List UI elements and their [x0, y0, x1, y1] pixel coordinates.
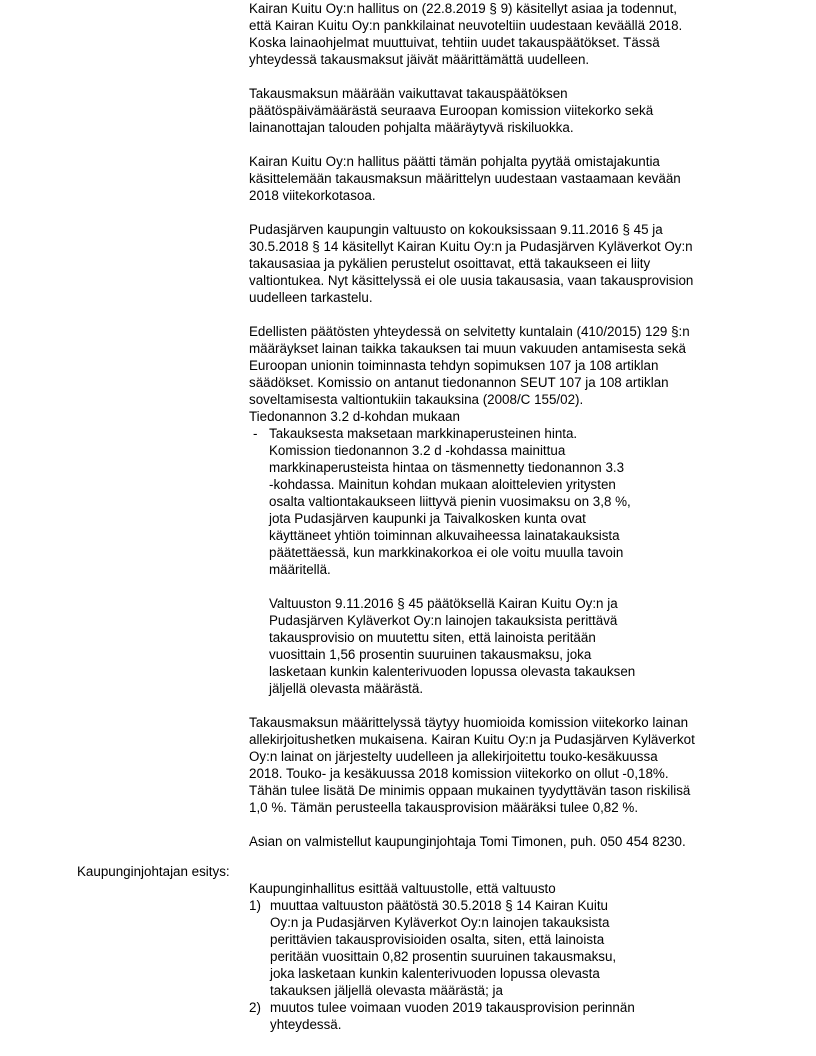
text-line: yhteydessä takausmaksut jäivät määrittämättä uudelleen. — [249, 52, 590, 67]
text-line: soveltamisesta valtiontukiin takauksina (2008/C 155/02). — [249, 392, 584, 407]
proposal-item — [249, 897, 789, 999]
text-line: vuosittain 1,56 prosentin suuruinen takausmaksu, joka — [269, 647, 592, 662]
text-line: osalta valtiontakaukseen liittyvä pienin vuosimaksu on 3,8 %, — [269, 494, 631, 509]
text-line: takausprovisio on muutettu siten, että lainoista peritään — [269, 630, 596, 645]
text-line: Pudasjärven kaupungin valtuusto on kokouksissaan 9.11.2016 § 45 ja — [249, 222, 663, 237]
text-line: Kairan Kuitu Oy:n hallitus päätti tämän pohjalta pyytää omistajakuntia — [249, 154, 660, 169]
text-line: käsittelemään takausmaksun määrittelyn uudestaan vastaamaan kevään — [249, 171, 681, 186]
text-line: päätettäessä, kun markkinakorkoa ei ole voitu muulla tavoin — [269, 545, 624, 560]
text-line: joka lasketaan kunkin kalenterivuoden lopussa olevasta — [270, 966, 600, 981]
item-number: 1) — [249, 898, 261, 913]
text-line: että Kairan Kuitu Oy:n pankkilainat neuvoteltiin uudestaan keväällä 2018. — [249, 18, 683, 33]
text-line: päätöspäivämäärästä seuraava Euroopan komission viitekorko sekä — [249, 103, 654, 118]
text-line: uudelleen tarkastelu. — [249, 290, 373, 305]
paragraph — [249, 153, 789, 204]
legal-paragraph — [249, 323, 789, 697]
text-line: perittävien takausprovisioiden osalta, siten, että lainoista — [270, 932, 605, 947]
item-number: 2) — [249, 1000, 261, 1015]
text-line: Takauksesta maksetaan markkinaperusteinen hinta. — [269, 426, 578, 441]
text-line: 1,0 %. Tämän perusteella takausprovision määräksi tulee 0,82 %. — [249, 800, 639, 815]
proposal-item — [249, 999, 789, 1033]
text-line: -kohdassa. Mainitun kohdan mukaan aloittelevien yritysten — [269, 477, 616, 492]
text-line: takausasiaa ja pykälien perustelut osoittavat, että takaukseen ei liity — [249, 256, 651, 271]
text-line: muuttaa valtuuston päätöstä 30.5.2018 § 14 Kairan Kuitu — [270, 898, 608, 913]
text-line: yhteydessä. — [270, 1017, 342, 1032]
text-line: jota Pudasjärven kaupunki ja Taivalkosken kunta ovat — [269, 511, 586, 526]
preparer-text: Asian on valmistellut kaupunginjohtaja Tomi Timonen, puh. 050 454 8230. — [249, 834, 686, 849]
text-line: Edellisten päätösten yhteydessä on selvitetty kuntalain (410/2015) 129 §:n — [249, 324, 690, 339]
text-line: Oy:n ja Pudasjärven Kyläverkot Oy:n lainojen takauksista — [270, 915, 610, 930]
text-line: Takausmaksun määrittelyssä täytyy huomioida komission viitekorko lainan — [249, 715, 689, 730]
paragraph — [249, 221, 789, 306]
document-body — [249, 0, 789, 867]
preparer-line — [249, 833, 789, 850]
proposal-section — [249, 880, 789, 1033]
text-line: valtiontukea. Nyt käsittelyssä ei ole uusia takausasia, vaan takausprovision — [249, 273, 694, 288]
text-line: Tähän tulee lisätä De minimis oppaan mukainen tyydyttävän tason riskilisä — [249, 783, 691, 798]
paragraph — [249, 0, 789, 68]
proposal-label: Kaupunginjohtajan esitys: — [77, 864, 230, 879]
text-line: lasketaan kunkin kalenterivuoden lopussa olevasta takauksen — [269, 664, 636, 679]
proposal-intro: Kaupunginhallitus esittää valtuustolle, että valtuusto — [249, 881, 556, 896]
text-line: peritään vuosittain 0,82 prosentin suuruinen takausmaksu, — [270, 949, 617, 964]
text-line: allekirjoitushetken mukaisena. Kairan Kuitu Oy:n ja Pudasjärven Kyläverkot — [249, 732, 695, 747]
text-line: Euroopan unionin toiminnasta tehdyn sopimuksen 107 ja 108 artiklan — [249, 358, 659, 373]
text-line: takauksen jäljellä olevasta määrästä; ja — [270, 983, 503, 998]
text-line: määräykset lainan taikka takauksen tai muun vakuuden antamisesta sekä — [249, 341, 686, 356]
text-line: lainanottajan talouden pohjalta määräytyvä riskiluokka. — [249, 120, 574, 135]
text-line: 30.5.2018 § 14 käsitellyt Kairan Kuitu Oy:n ja Pudasjärven Kyläverkot Oy:n — [249, 239, 693, 254]
text-line: markkinaperusteista hintaa on täsmennetty tiedonannon 3.3 — [269, 460, 625, 475]
text-line: Valtuuston 9.11.2016 § 45 päätöksellä Kairan Kuitu Oy:n ja — [269, 596, 618, 611]
bullet-mark: - — [253, 426, 258, 441]
text-line: Takausmaksun määrään vaikuttavat takauspäätöksen — [249, 86, 568, 101]
fee-paragraph — [249, 714, 789, 816]
text-line: 2018. Touko- ja kesäkuussa 2018 komission viitekorko on ollut -0,18%. — [249, 766, 669, 781]
text-line: 2018 viitekorkotasoa. — [249, 188, 376, 203]
paragraph — [249, 85, 789, 136]
text-line: Tiedonannon 3.2 d-kohdan mukaan — [249, 409, 460, 424]
text-line: Kairan Kuitu Oy:n hallitus on (22.8.2019 § 9) käsitellyt asiaa ja todennut, — [249, 1, 678, 16]
bullet-item — [249, 425, 789, 697]
text-line: määritellä. — [269, 562, 331, 577]
bullet-sub-paragraph — [269, 595, 789, 697]
text-line: Pudasjärven Kyläverkot Oy:n lainojen takauksista perittävä — [269, 613, 618, 628]
text-line: Komission tiedonannon 3.2 d -kohdassa mainittua — [269, 443, 566, 458]
text-line: käyttäneet yhtiön toiminnan alkuvaiheessa lainatakauksista — [269, 528, 620, 543]
text-line: Koska lainaohjelmat muuttuivat, tehtiin uudet takauspäätökset. Tässä — [249, 35, 660, 50]
text-line: Oy:n lainat on järjestelty uudelleen ja allekirjoitettu touko-kesäkuussa — [249, 749, 658, 764]
text-line: säädökset. Komissio on antanut tiedonannon SEUT 107 ja 108 artiklan — [249, 375, 669, 390]
text-line: muutos tulee voimaan vuoden 2019 takausprovision perinnän — [270, 1000, 635, 1015]
text-line: jäljellä olevasta määrästä. — [269, 681, 424, 696]
